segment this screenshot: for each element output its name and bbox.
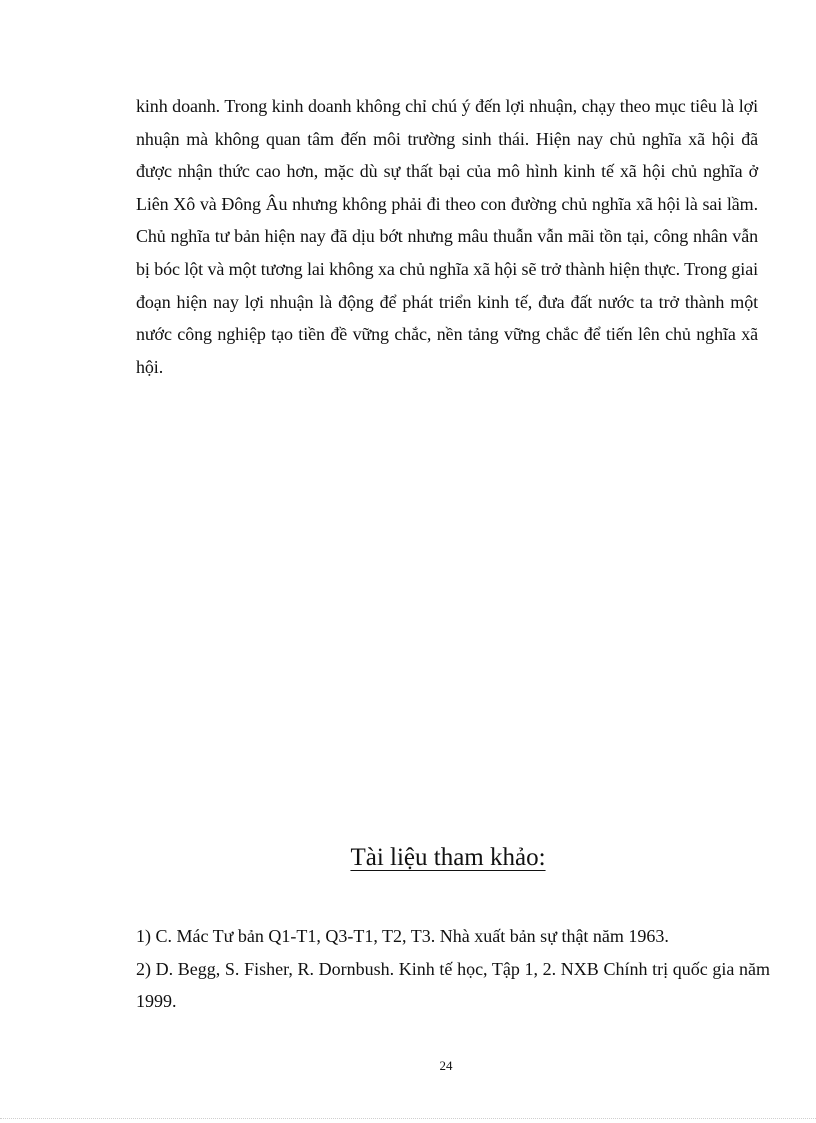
body-paragraph: kinh doanh. Trong kinh doanh không chỉ chú ý đến lợi nhuận, chạy theo mục tiêu là lợi nhuận mà không quan tâm đến môi trường sinh thái. Hiện nay chủ nghĩa xã hội đã được nhận thức cao hơn, mặc dù sự thất bại của mô hình kinh tế xã hội chủ nghĩa ở Liên Xô và Đông Âu nhưng không phải đi theo con đường chủ nghĩa xã hội là sai lầm. Chủ nghĩa tư bản hiện nay đã dịu bớt nhưng mâu thuẫn vẫn mãi tồn tại, công nhân vẫn bị bóc lột và một tương lai không xa chủ nghĩa xã hội sẽ trở thành hiện thực. Trong giai đoạn hiện nay lợi nhuận là động để phát triển kinh tế, đưa đất nước ta trở thành một nước công nghiệp tạo tiền đề vững chắc, nền tảng vững chắc để tiến lên chủ nghĩa xã hội. <box>136 96 758 377</box>
page-bottom-divider <box>0 1118 816 1119</box>
references-list <box>136 920 770 1018</box>
reference-item: 2) D. Begg, S. Fisher, R. Dornbush. Kinh tế học, Tập 1, 2. NXB Chính trị quốc gia năm 1999. <box>136 959 770 1011</box>
references-title: Tài liệu tham khảo: <box>350 844 546 871</box>
page-number: 24 <box>439 1058 453 1073</box>
references-heading <box>0 840 816 876</box>
reference-item: 1) C. Mác Tư bản Q1-T1, Q3-T1, T2, T3. Nhà xuất bản sự thật năm 1963. <box>136 926 669 946</box>
